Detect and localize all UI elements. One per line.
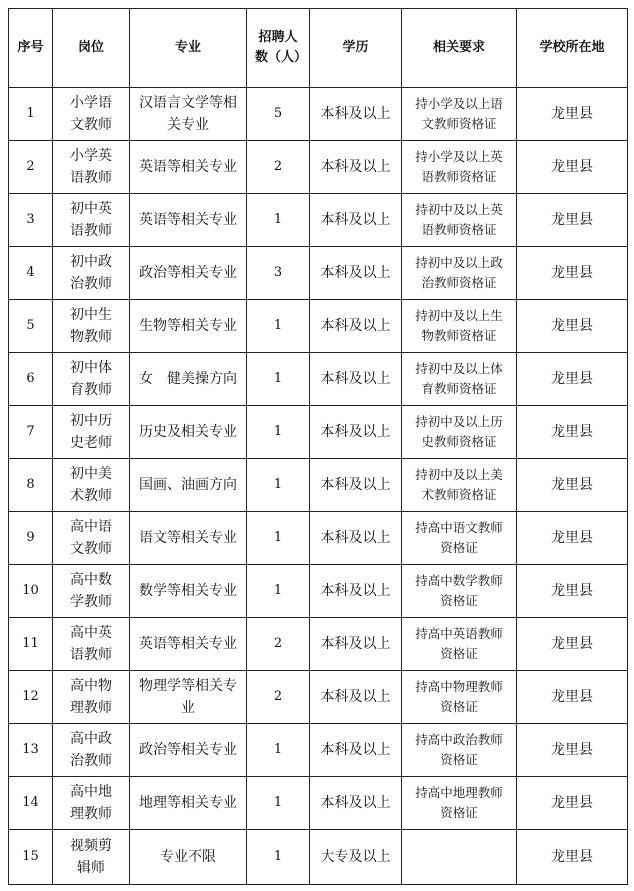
cell-requirements: 持小学及以上语文教师资格证 — [402, 88, 517, 141]
cell-requirements: 持初中及以上历史教师资格证 — [402, 406, 517, 459]
header-education: 学历 — [310, 9, 402, 88]
cell-position: 高中语文教师 — [53, 512, 130, 565]
cell-index: 1 — [9, 88, 53, 141]
cell-major: 英语等相关专业 — [130, 618, 247, 671]
cell-position: 初中历史老师 — [53, 406, 130, 459]
cell-major: 历史及相关专业 — [130, 406, 247, 459]
cell-major: 语文等相关专业 — [130, 512, 247, 565]
cell-major: 国画、油画方向 — [130, 459, 247, 512]
cell-location: 龙里县 — [517, 406, 628, 459]
cell-count: 1 — [247, 724, 310, 777]
cell-requirements: 持高中英语教师资格证 — [402, 618, 517, 671]
cell-location: 龙里县 — [517, 671, 628, 724]
cell-education: 本科及以上 — [310, 512, 402, 565]
cell-major: 专业不限 — [130, 830, 247, 885]
cell-major: 物理学等相关专业 — [130, 671, 247, 724]
table-row — [9, 353, 628, 406]
cell-position: 初中美术教师 — [53, 459, 130, 512]
cell-major: 数学等相关专业 — [130, 565, 247, 618]
cell-location: 龙里县 — [517, 300, 628, 353]
cell-position: 高中物理教师 — [53, 671, 130, 724]
cell-education: 本科及以上 — [310, 353, 402, 406]
cell-education: 本科及以上 — [310, 141, 402, 194]
cell-major: 女 健美操方向 — [130, 353, 247, 406]
cell-position: 高中政治教师 — [53, 724, 130, 777]
cell-education: 本科及以上 — [310, 300, 402, 353]
cell-position: 高中英语教师 — [53, 618, 130, 671]
recruitment-sheet — [8, 8, 627, 885]
cell-requirements: 持初中及以上美术教师资格证 — [402, 459, 517, 512]
cell-education: 本科及以上 — [310, 777, 402, 830]
cell-education: 本科及以上 — [310, 671, 402, 724]
table-row — [9, 194, 628, 247]
cell-count: 1 — [247, 353, 310, 406]
cell-count: 1 — [247, 830, 310, 885]
cell-position: 高中数学教师 — [53, 565, 130, 618]
cell-count: 3 — [247, 247, 310, 300]
table-row — [9, 565, 628, 618]
table-row — [9, 618, 628, 671]
cell-requirements: 持高中政治教师资格证 — [402, 724, 517, 777]
cell-location: 龙里县 — [517, 88, 628, 141]
cell-index: 3 — [9, 194, 53, 247]
cell-position: 初中英语教师 — [53, 194, 130, 247]
cell-count: 1 — [247, 459, 310, 512]
cell-location: 龙里县 — [517, 194, 628, 247]
cell-location: 龙里县 — [517, 724, 628, 777]
cell-count: 1 — [247, 565, 310, 618]
cell-index: 8 — [9, 459, 53, 512]
cell-requirements: 持高中物理教师资格证 — [402, 671, 517, 724]
header-index: 序号 — [9, 9, 53, 88]
cell-location: 龙里县 — [517, 777, 628, 830]
cell-count: 2 — [247, 618, 310, 671]
table-row — [9, 406, 628, 459]
header-row — [9, 9, 628, 88]
cell-education: 本科及以上 — [310, 88, 402, 141]
cell-requirements: 持初中及以上生物教师资格证 — [402, 300, 517, 353]
cell-major: 生物等相关专业 — [130, 300, 247, 353]
cell-position: 初中体育教师 — [53, 353, 130, 406]
cell-requirements: 持初中及以上政治教师资格证 — [402, 247, 517, 300]
cell-position: 小学语文教师 — [53, 88, 130, 141]
cell-education: 大专及以上 — [310, 830, 402, 885]
cell-major: 英语等相关专业 — [130, 194, 247, 247]
table-row — [9, 724, 628, 777]
cell-count: 2 — [247, 671, 310, 724]
recruitment-table — [8, 8, 628, 885]
cell-requirements: 持初中及以上英语教师资格证 — [402, 194, 517, 247]
table-row — [9, 459, 628, 512]
cell-index: 9 — [9, 512, 53, 565]
cell-index: 5 — [9, 300, 53, 353]
table-body — [9, 88, 628, 885]
cell-position: 高中地理教师 — [53, 777, 130, 830]
table-row — [9, 512, 628, 565]
cell-education: 本科及以上 — [310, 247, 402, 300]
cell-requirements: 持高中数学教师资格证 — [402, 565, 517, 618]
cell-requirements: 持初中及以上体育教师资格证 — [402, 353, 517, 406]
cell-location: 龙里县 — [517, 141, 628, 194]
cell-major: 地理等相关专业 — [130, 777, 247, 830]
cell-count: 2 — [247, 141, 310, 194]
cell-position: 小学英语教师 — [53, 141, 130, 194]
cell-index: 10 — [9, 565, 53, 618]
table-row — [9, 300, 628, 353]
cell-location: 龙里县 — [517, 459, 628, 512]
cell-education: 本科及以上 — [310, 194, 402, 247]
cell-location: 龙里县 — [517, 512, 628, 565]
header-location: 学校所在地 — [517, 9, 628, 88]
cell-position: 初中政治教师 — [53, 247, 130, 300]
cell-requirements: 持高中语文教师资格证 — [402, 512, 517, 565]
cell-index: 15 — [9, 830, 53, 885]
cell-index: 11 — [9, 618, 53, 671]
cell-education: 本科及以上 — [310, 565, 402, 618]
header-count: 招聘人数（人） — [247, 9, 310, 88]
cell-count: 1 — [247, 512, 310, 565]
table-row — [9, 777, 628, 830]
cell-location: 龙里县 — [517, 830, 628, 885]
cell-index: 14 — [9, 777, 53, 830]
cell-index: 4 — [9, 247, 53, 300]
cell-index: 12 — [9, 671, 53, 724]
header-position: 岗位 — [53, 9, 130, 88]
cell-location: 龙里县 — [517, 565, 628, 618]
table-row — [9, 88, 628, 141]
cell-index: 2 — [9, 141, 53, 194]
header-major: 专业 — [130, 9, 247, 88]
cell-position: 初中生物教师 — [53, 300, 130, 353]
cell-major: 英语等相关专业 — [130, 141, 247, 194]
cell-index: 13 — [9, 724, 53, 777]
cell-education: 本科及以上 — [310, 618, 402, 671]
cell-location: 龙里县 — [517, 247, 628, 300]
cell-count: 5 — [247, 88, 310, 141]
table-row — [9, 830, 628, 885]
table-row — [9, 141, 628, 194]
cell-location: 龙里县 — [517, 353, 628, 406]
cell-requirements — [402, 830, 517, 885]
cell-requirements: 持小学及以上英语教师资格证 — [402, 141, 517, 194]
table-row — [9, 671, 628, 724]
cell-index: 6 — [9, 353, 53, 406]
cell-count: 1 — [247, 406, 310, 459]
cell-location: 龙里县 — [517, 618, 628, 671]
cell-major: 汉语言文学等相关专业 — [130, 88, 247, 141]
cell-position: 视频剪辑师 — [53, 830, 130, 885]
cell-education: 本科及以上 — [310, 406, 402, 459]
cell-requirements: 持高中地理教师资格证 — [402, 777, 517, 830]
cell-major: 政治等相关专业 — [130, 247, 247, 300]
cell-count: 1 — [247, 777, 310, 830]
table-row — [9, 247, 628, 300]
cell-education: 本科及以上 — [310, 459, 402, 512]
cell-education: 本科及以上 — [310, 724, 402, 777]
cell-count: 1 — [247, 300, 310, 353]
cell-major: 政治等相关专业 — [130, 724, 247, 777]
header-requirements: 相关要求 — [402, 9, 517, 88]
cell-index: 7 — [9, 406, 53, 459]
cell-count: 1 — [247, 194, 310, 247]
